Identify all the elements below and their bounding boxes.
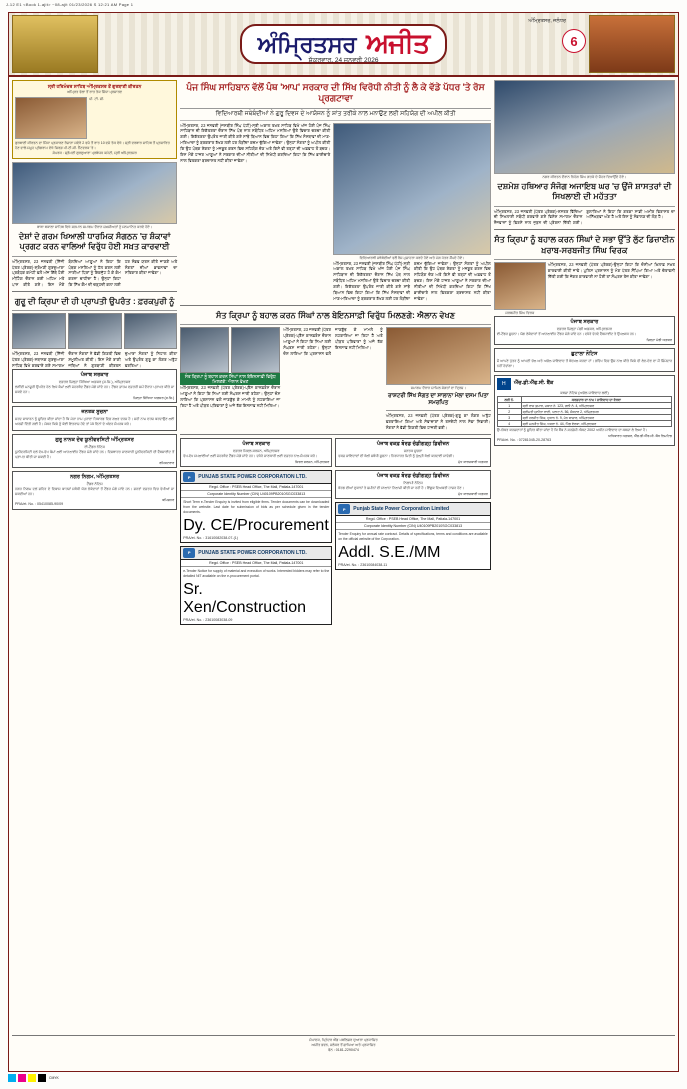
photo-caption-1: ਬਾਬਾ ਬਕਾਲਾ ਸਾਹਿਬ ਵਿਖੇ ਸਨਮਾਨ ਸਮਾਗਮ ਦੌਰਾਨ ਸ਼ਖ਼ਸੀਅਤਾਂ ਨੂੰ ਸਨਮਾਨਿਤ ਕਰਦੇ ਹੋਏ। [37,225,153,230]
body-col3-story2 [548,262,675,316]
body-col2-story2 [180,385,280,409]
body-text: ਅੰਮ੍ਰਿਤਸਰ, 23 ਜਨਵਰੀ (ਜਸਬੀਰ ਸਿੰਘ ਪੱਟੀ)-ਸ੍ਰੀ ਅਕਾਲ ਤਖ਼ਤ ਸਾਹਿਬ ਵਿਖੇ ਅੱਜ ਹੋਈ ਪੰਜ ਸਿੰਘ ਸਾਹਿਬਾਨ ਦੀ ਇਕੱਤਰਤਾ ਦੌਰਾਨ ਸਿੱਖ ਪੰਥ ਨਾਲ ਸਬੰਧਿਤ ਅਹਿਮ ਮਸਲਿਆਂ ਉਤੇ ਵਿਚਾਰ ਚਰਚਾ ਕੀਤੀ ਗਈ। ਇਕੱਤਰਤਾ ਉਪਰੰਤ ਜਾਰੀ ਕੀਤੇ ਗਏ ਸਾਂਝੇ ਬਿਆਨ ਵਿਚ ਕਿਹਾ ਗਿਆ ਕਿ ਸਿੱਖ ਸੰਸਥਾਵਾਂ ਦੀ ਮਾਣ-ਮਰਿਆਦਾ ਨੂੰ ਬਰਕਰਾਰ ਰੱਖਣ ਲਈ ਹਰ ਲੋੜੀਂਦਾ ਕਦਮ ਚੁੱਕਿਆ ਜਾਵੇਗਾ। ਉਨ੍ਹਾਂ ਸੰਗਤਾਂ ਨੂੰ ਅਪੀਲ ਕੀਤੀ ਕਿ ਉਹ ਪੰਥਕ ਏਕਤਾ ਨੂੰ ਮਜ਼ਬੂਤ ਕਰਨ ਵਿਚ ਸਹਿਯੋਗ ਦੇਣ ਅਤੇ ਕਿਸੇ ਵੀ ਤਰ੍ਹਾਂ ਦੀ ਅਫ਼ਵਾਹ ਤੋਂ ਬਚਣ। ਇਸ ਮੌਕੇ ਹਾਜ਼ਰ ਆਗੂਆਂ ਨੇ ਸਰਕਾਰ ਦੀਆਂ ਨੀਤੀਆਂ ਦੀ ਨਿਖੇਧੀ ਕਰਦਿਆਂ ਕਿਹਾ ਕਿ ਸਿੱਖ ਭਾਈਚਾਰੇ ਨਾਲ ਵਿਤਕਰਾ ਬਰਦਾਸ਼ਤ ਨਹੀਂ ਕੀਤਾ ਜਾਵੇਗਾ। [180,122,331,164]
cell-detail: ਸ੍ਰੀਮਤੀ ਸੁਨੀਤਾ ਰਾਣੀ, ਪਲਾਟ ਨੰ. 56, ਸੈਕਟਰ 2, ਅੰਮ੍ਰਿਤਸਰ [521,409,671,415]
color-registration-marks [8,1074,46,1082]
body-text: ਅੰਮ੍ਰਿਤਸਰ, 23 ਜਨਵਰੀ (ਪੱਤਰ ਪ੍ਰੇਰਕ)-ਸ਼ਸਤਰ ਵਿੱਦਿਆ ਦੀ ਸਿਖਲਾਈ ਸਬੰਧੀ ਕਰਵਾਏ ਗਏ ਵਿਸ਼ੇਸ਼ ਸਮਾਗਮ ਦੌਰਾਨ ਨੌਜਵਾਨਾਂ ਨੂੰ ਵਿਰਸੇ ਨਾਲ ਜੁੜਨ ਦੀ ਪ੍ਰੇਰਨਾ ਦਿੱਤੀ ਗਈ। ਬੁਲਾਰਿਆਂ ਨੇ ਕਿਹਾ ਕਿ ਗਤਕਾ ਸਾਡੀ ਅਮੀਰ ਵਿਰਾਸਤ ਦਾ ਅਨਿੱਖੜਵਾਂ ਅੰਗ ਹੈ ਅਤੇ ਇਸ ਨੂੰ ਸੰਭਾਲਣ ਦੀ ਲੋੜ ਹੈ। [493,208,675,226]
ad-regd-office: Regd. Office : PSEB Head Office, The Mall, Patiala-147001 [181,484,331,491]
ad-signature: ਅਧਿਕਾਰਤ ਅਫ਼ਸਰ, ਐੱਚ.ਡੀ.ਐੱਫ.ਸੀ. ਬੈਂਕ ਲਿਮਟਿਡ [607,434,672,439]
ad-body: ਈ-ਟੈਂਡਰ ਸੂਚਨਾ। ਯੋਗ ਠੇਕੇਦਾਰਾਂ ਤੋਂ ਆਨਲਾਈਨ ਟੈਂਡਰ ਮੰਗੇ ਜਾਂਦੇ ਹਨ। ਵਧੇਰੇ ਵੇਰਵੇ ਵੈੱਬਸਾਈਟ ਤੇ ਉਪਲਬਧ ਹਨ। [496,331,637,336]
ad-title: ਪੰਜਾਬ ਵਕਫ਼ ਬੋਰਡ ਚੰਡੀਗੜ੍ਹ ਡਿਵੀਜ਼ਨ [376,473,450,480]
masthead-city: ਅੰਮ੍ਰਿਤਸਰ [257,30,357,57]
color-bar-label: CMYK [49,1076,59,1080]
body-col1-story1 [12,259,177,289]
column-center [180,80,491,1071]
ad-title: ਜਨਤਕ ਸੂਚਨਾ [81,409,108,416]
table-header-sr: ਲੜੀ ਨੰ. [497,397,521,403]
headline-lead: ਪੰਜ ਸਿੰਘ ਸਾਹਿਬਾਨ ਵੱਲੋਂ ਪੰਥ 'ਆਪ' ਸਰਕਾਰ ਦੀ ਸਿੱਖ ਵਿਰੋਧੀ ਨੀਤੀ ਨੂੰ ਲੈ ਕੇ ਵੱਡੇ ਪੱਧਰ 'ਤੇ ਰੋਸ ਪ੍ਰਗਟਾਵਾ [180,80,491,109]
ad-title: Punjab State Power Corporation Limited [353,506,450,513]
ad-signature: ਕਮਿਸ਼ਨਰ [162,497,175,502]
body-lead [180,123,330,164]
ad-note: ਉਪਰੋਕਤ ਕਰਜ਼ਦਾਰਾਂ ਨੂੰ ਸੂਚਿਤ ਕੀਤਾ ਜਾਂਦਾ ਹੈ ਕਿ ਬੈਂਕ ਨੇ ਸਰਫ਼ੇਸੀ ਐਕਟ 2002 ਅਧੀਨ ਜਾਇਦਾਦ ਦਾ ਕਬਜ਼ਾ ਲੈ ਲਿਆ ਹੈ। [496,428,648,433]
ad-title: ਛੁਟਾਲਾ ਨੋਟਿਸ [571,350,598,357]
ad-cin: Corporate Identity Number (CIN) U40109PB2010SGC033813 [336,523,490,530]
headline-col3-story1: ਦਸ਼ਮੇਸ਼ ਹਥਿਆਰ ਸੰਜੋਗ ਅਜਾਇਬ ਘਰ 'ਚ ਉਂਜੋ ਸ਼ਾਸਤਰਾਂ ਦੀ ਸਿਖਲਾਈ ਦੀ ਮਹੱਤਤਾ [494,180,675,207]
ad-body: Tender Enquiry for annual rate contract. Details of specifications, terms and conditions are available on the official website of the Corporation. [338,532,488,542]
ad-pspcl-3 [335,502,491,570]
colophon-address: ਅਜੀਤ ਭਵਨ, ਜਲੰਧਰ ਤੋਂ ਛਾਪਿਆ ਅਤੇ ਪ੍ਰਕਾਸ਼ਿਤ [311,1042,376,1047]
news-photo-langar [386,327,491,385]
ad-public-notice [12,406,177,430]
ad-pr-number: PRA/et. No. : 05410085-90/09 [15,501,64,506]
ad-body: ਮੈਂ ਆਪਣੇ ਪੁੱਤਰ ਨੂੰ ਆਪਣੀ ਚੱਲ ਅਤੇ ਅਚੱਲ ਜਾਇਦਾਦ ਤੋਂ ਬੇਦਖ਼ਲ ਕਰਦਾ ਹਾਂ। ਭਵਿੱਖ ਵਿਚ ਉਸ ਨਾਲ ਕੀਤੇ ਕਿਸੇ ਵੀ ਲੈਣ-ਦੇਣ ਦਾ ਮੈਂ ਜ਼ਿੰਮੇਵਾਰ ਨਹੀਂ ਹੋਵਾਂਗਾ। [496,358,672,368]
possession-table [497,396,672,427]
ad-title: ਪੰਜਾਬ ਸਰਕਾਰ [570,318,599,325]
page-columns [9,77,678,1071]
news-photo-1 [12,162,177,224]
ad-waqf-board-2 [335,470,491,499]
cell-sr: 1 [497,403,521,409]
colophon-phone: ਫੋਨ : 0181-2290474 [328,1047,359,1052]
cell-detail: ਸ੍ਰੀ ਹਰਜੀਤ ਸਿੰਘ, ਦੁਕਾਨ ਨੰ. 9, ਮੇਨ ਬਾਜ਼ਾਰ, ਅੰਮ੍ਰਿਤਸਰ [521,415,671,421]
ad-pr-number: PRA/et. No. : 23610084038-11 [338,563,388,567]
body-col1-story2 [12,351,177,369]
ad-cin: Corporate Identity Number (CIN) U40109PB2010SGC033813 [181,491,331,498]
photo-caption-lead: ਵਿਦਿਆਰਥੀ ਜਥੇਬੰਦੀਆਂ ਵਲੋਂ ਰੋਸ ਮੁਜ਼ਾਹਰਾ ਕਰਦੇ ਹੋਏ ਅਤੇ ਮੰਗ ਪੱਤਰ ਸੌਂਪਦੇ ਹੋਏ। [359,255,465,260]
headline-col3-story2: ਸੰਤ ਕ੍ਰਿਪਾ ਨੂੰ ਬਹਾਲ ਕਰਨ ਸਿੰਘਾਂ ਦੇ ਸਭਾ ਉੱਤੇ ਲੁੱਟ ਡਿਜ਼ਾਈਨ ਖ਼ਰਾਬ-ਸਰਬਜੀਤ ਸਿੰਘ ਵਿਰਕ [494,233,675,260]
ad-pr-number: PRA/et. No. : 07281045-20-28763 [496,438,552,443]
headline-col2-story2: ਸੰਤ ਕ੍ਰਿਪਾ ਨੂੰ ਬਹਾਲ ਕਰਨ ਸਿੰਘਾਂ ਨਾਲ ਬੇਇਨਸਾਫ਼ੀ ਵਿਰੁੱਧ ਮਿਲਣਗੇ: ਐਲਾਨ ਵੇਖਣ [180,309,491,325]
body-text: ਅੰਮ੍ਰਿਤਸਰ, 23 ਜਨਵਰੀ (ਨਿੱਜੀ ਪੱਤਰ ਪ੍ਰੇਰਕ)-ਸਥਾਨਕ ਗੁਰਦੁਆਰਾ ਸਾਹਿਬ ਵਿਖੇ ਕਰਵਾਏ ਗਏ ਸਮਾਗਮ ਦੌਰਾਨ ਸੰਗਤਾਂ ਨੇ ਵੱਡੀ ਗਿਣਤੀ ਵਿਚ ਸ਼ਮੂਲੀਅਤ ਕੀਤੀ। ਇਸ ਮੌਕੇ ਰਾਗੀ ਜਥਿਆਂ ਨੇ ਗੁਰਬਾਣੀ ਕੀਰਤਨ ਦੁਆਰਾ ਸੰਗਤਾਂ ਨੂੰ ਨਿਹਾਲ ਕੀਤਾ ਅਤੇ ਉਪਰੰਤ ਗੁਰੂ ਕਾ ਲੰਗਰ ਅਤੁੱਟ ਵਰਤਿਆ। [12,351,178,369]
ad-signature: ਮੁੱਖ ਕਾਰਜਕਾਰੀ ਅਫ਼ਸਰ [458,492,488,497]
ad-subtitle: ਕਬਜ਼ਾ ਨੋਟਿਸ (ਅਚੱਲ ਜਾਇਦਾਦ ਲਈ) [560,390,609,395]
ad-signature: ਸਿਵਲ ਸਰਜਨ, ਅੰਮ੍ਰਿਤਸਰ [295,460,330,465]
ad-photo [15,97,87,139]
ad-title: ਪੰਜਾਬ ਸਰਕਾਰ [80,372,109,379]
ad-title: ਗੁਰੂ ਨਾਨਕ ਦੇਵ ਯੂਨੀਵਰਸਿਟੀ ਅੰਮ੍ਰਿਤਸਰ [55,436,134,443]
portrait-photo-2 [231,327,280,373]
photo-strip-label: ਸੰਤ ਕ੍ਰਿਪਾ ਨੂੰ ਬਹਾਲ ਕਰਨ ਸਿੰਘਾਂ ਨਾਲ ਬੇਇਨਸਾਫ਼ੀ ਵਿਰੁੱਧ ਮਿਲਣਗੇ: ਐਲਾਨ ਵੇਖਣ [180,373,280,385]
ad-signature: Addl. S.E./MM [338,544,441,561]
masthead-date: ਸ਼ੁੱਕਰਵਾਰ, 24 ਜਨਵਰੀ 2026 [308,57,379,64]
ad-subtitle: ਦਫ਼ਤਰ ਜ਼ਿਲ੍ਹਾ ਮੰਡੀ ਅਫ਼ਸਰ, ਅੰਮ੍ਰਿਤਸਰ [556,326,612,331]
portrait-photo-c [124,313,178,349]
headline-col1-story1: ਦੇਸ਼ਾਂ ਦੇ ਗਰਮ ਖਿਆਲੀ ਧਾਰਮਿਕ ਸੰਗਠਨ 'ਚ ਸ਼ੰਕਾਵਾਂ ਪ੍ਰਗਟ ਕਰਨ ਵਾਲਿਆਂ ਵਿਰੁੱਧ ਹੋਈ ਸਖ਼ਤ ਕਾਰਵਾਈ [12,230,177,257]
photo-caption-2: ਸਮਾਗਮ ਦੌਰਾਨ ਸ਼ਾਮਿਲ ਸੰਗਤਾਂ ਦਾ ਦ੍ਰਿਸ਼। [410,386,466,391]
body-col2-story2b [283,327,383,357]
ad-title: ਐੱਚ.ਡੀ.ਐੱਫ.ਸੀ. ਬੈਂਕ [513,380,554,387]
ad-body: ਬੋਰਡ ਦੀਆਂ ਦੁਕਾਨਾਂ ਤੇ ਜ਼ਮੀਨਾਂ ਦੀ ਸਾਲਾਨਾ ਨਿਲਾਮੀ ਕੀਤੀ ਜਾ ਰਹੀ ਹੈ। ਇੱਛੁਕ ਵਿਅਕਤੀ ਹਾਜ਼ਰ ਹੋਣ। [338,486,464,491]
ad-title: ਪੰਜਾਬ ਵਕਫ਼ ਬੋਰਡ ਚੰਡੀਗੜ੍ਹ ਡਿਵੀਜ਼ਨ [376,440,450,447]
photo-caption-top: ਨਗਰ ਕੀਰਤਨ ਦੌਰਾਨ ਨਿਹੰਗ ਸਿੰਘ ਗਤਕੇ ਦੇ ਜੌਹਰ ਦਿਖਾਉਂਦੇ ਹੋਏ। [542,175,627,179]
portrait-photo-a [12,313,66,349]
body-text: ਅੰਮ੍ਰਿਤਸਰ, 23 ਜਨਵਰੀ (ਪੱਤਰ ਪ੍ਰੇਰਕ)-ਪ੍ਰੈਸ ਕਾਨਫ਼ਰੰਸ ਦੌਰਾਨ ਆਗੂਆਂ ਨੇ ਕਿਹਾ ਕਿ ਨਿਆਂ ਲਈ ਸੰਘਰਸ਼ ਜਾਰੀ ਰਹੇਗਾ। ਉਨ੍ਹਾਂ ਦੋਸ਼ ਲਾਇਆ ਕਿ ਪ੍ਰਸ਼ਾਸਨ ਵਲੋਂ ਜਾਣਬੁੱਝ ਕੇ ਮਾਮਲੇ ਨੂੰ ਲਟਕਾਇਆ ਜਾ ਰਿਹਾ ਹੈ ਅਤੇ ਪੀੜਤ ਪਰਿਵਾਰਾਂ ਨੂੰ ਅਜੇ ਤੱਕ ਇਨਸਾਫ਼ ਨਹੀਂ ਮਿਲਿਆ। [283,327,383,356]
ad-pspcl-1 [180,470,332,543]
divider [12,291,177,292]
ad-signature: ਮੁੱਖ ਕਾਰਜਕਾਰੀ ਅਫ਼ਸਰ [458,460,488,465]
ad-waqf-board-1 [335,438,491,467]
divider [180,305,491,306]
body-text: ਅੰਮ੍ਰਿਤਸਰ, 23 ਜਨਵਰੀ (ਪੱਤਰ ਪ੍ਰੇਰਕ)-ਉਨ੍ਹਾਂ ਕਿਹਾ ਕਿ ਦੋਸ਼ੀਆਂ ਖ਼ਿਲਾਫ਼ ਸਖ਼ਤ ਕਾਰਵਾਈ ਕੀਤੀ ਜਾਵੇ। ਪੁਲਿਸ ਪ੍ਰਸ਼ਾਸਨ ਨੂੰ ਮੰਗ ਪੱਤਰ ਸੌਂਪਿਆ ਗਿਆ ਅਤੇ ਚੇਤਾਵਨੀ ਦਿੱਤੀ ਗਈ ਕਿ ਜੇਕਰ ਕਾਰਵਾਈ ਨਾ ਹੋਈ ਤਾਂ ਸੰਘਰਸ਼ ਤੇਜ਼ ਕੀਤਾ ਜਾਵੇਗਾ। [547,261,675,279]
ad-title: ਪੰਜਾਬ ਸਰਕਾਰ [242,440,271,447]
table-header-detail: ਕਰਜ਼ਦਾਰ ਦਾ ਨਾਮ / ਜਾਇਦਾਦ ਦਾ ਵੇਰਵਾ [521,397,671,403]
golden-temple-photo [12,15,98,73]
pspcl-logo-icon: P [183,548,195,558]
column-left [12,80,177,1071]
portrait-photo-1 [180,327,229,373]
paper-sheet [8,12,679,1072]
ad-body: ਲੋੜੀਂਦੀ ਮਨਜ਼ੂਰੀ ਉਪਰੰਤ ਹੇਠ ਲਿਖੇ ਕੰਮਾਂ ਲਈ ਮੋਹਰਬੰਦ ਟੈਂਡਰ ਮੰਗੇ ਜਾਂਦੇ ਹਨ। ਟੈਂਡਰ ਫ਼ਾਰਮ ਦਫ਼ਤਰੀ ਸਮੇਂ ਦੌਰਾਨ ਪ੍ਰਾਪਤ ਕੀਤੇ ਜਾ ਸਕਦੇ ਹਨ। [15,385,175,395]
masthead-edition-tag: ਅੰਮ੍ਰਿਤਸਰ, ਜਲੰਧਰ [528,18,566,24]
divider [494,229,675,230]
ad-footer: ਸੰਪਰਕ : ਸ਼੍ਰੋਮਣੀ ਗੁਰਦੁਆਰਾ ਪ੍ਰਬੰਧਕ ਕਮੇਟੀ, ਸ੍ਰੀ ਅੰਮ੍ਰਿਤਸਰ [52,151,137,156]
ad-disownment-notice [494,348,675,372]
ad-body: ਵੱਖ-ਵੱਖ ਸਪਲਾਈਆਂ ਲਈ ਮੋਹਰਬੰਦ ਟੈਂਡਰ ਮੰਗੇ ਜਾਂਦੇ ਹਨ। ਵਧੇਰੇ ਜਾਣਕਾਰੀ ਲਈ ਦਫ਼ਤਰ ਨਾਲ ਸੰਪਰਕ ਕਰੋ। [183,453,318,458]
colophon [12,1035,675,1053]
cell-detail: ਸ੍ਰੀ ਰਾਜ ਕੁਮਾਰ, ਮਕਾਨ ਨੰ. 123, ਗਲੀ ਨੰ. 4, ਅੰਮ੍ਰਿਤਸਰ [521,403,671,409]
ad-regd-office: Regd. Office : PSEB Head Office, The Mall, Patiala-147001 [336,516,490,523]
photo-caption-virk: ਸਰਬਜੀਤ ਸਿੰਘ ਵਿਰਕ [505,310,535,315]
masthead-title-group [105,13,582,75]
ad-regd-office: Regd. Office : PSEB Head Office, The Mall, Patiala-147001 [181,560,331,567]
ad-mandi-board [494,316,675,345]
ad-title: PUNJAB STATE POWER CORPORATION LTD. [198,474,307,481]
print-slug: J-12 E1 <Book 1-ajit> ~08-ajit 01/23/2026 S 12:21 AM Page 1 [6,2,134,7]
news-photo-lead [333,123,491,255]
body-col3-story1 [494,209,675,227]
ad-municipal-tender [12,471,177,510]
body-text: ਅੰਮ੍ਰਿਤਸਰ, 23 ਜਨਵਰੀ (ਪੱਤਰ ਪ੍ਰੇਰਕ)-ਗੁਰੂ ਕਾ ਲੰਗਰ ਅਤੁੱਟ ਵਰਤਾਇਆ ਗਿਆ ਅਤੇ ਸੇਵਾਦਾਰਾਂ ਨੇ ਤਨਦੇਹੀ ਨਾਲ ਸੇਵਾ ਨਿਭਾਈ। ਸੰਗਤਾਂ ਨੇ ਵੱਡੀ ਗਿਣਤੀ ਵਿਚ ਹਾਜ਼ਰੀ ਭਰੀ। [385,413,491,431]
hdfc-logo-icon: H [497,378,511,390]
ad-subtitle: ਦਫ਼ਤਰ ਜ਼ਿਲ੍ਹਾ ਸਿੱਖਿਆ ਅਫ਼ਸਰ (ਸ.ਸਿ.), ਅੰਮ੍ਰਿਤਸਰ [58,380,131,385]
ad-signature: ਜ਼ਿਲ੍ਹਾ ਸਿੱਖਿਆ ਅਫ਼ਸਰ (ਸ.ਸਿ.) [133,396,175,401]
ad-ptc-kirtan [12,80,177,159]
pspcl-logo-icon: P [183,472,195,482]
ad-pr-number: PRA/et. No. : 31610082038-07-(1) [183,535,238,540]
ad-title: ਨਗਰ ਨਿਗਮ, ਅੰਮ੍ਰਿਤਸਰ [70,473,120,480]
portrait-photo-virk [494,262,546,310]
ad-pspcl-2 [180,546,332,625]
column-right [494,80,675,1071]
ad-title: ਸ੍ਰੀ ਹਰਿਮੰਦਰ ਸਾਹਿਬ ਅੰਮ੍ਰਿਤਸਰ ਤੋਂ ਗੁਰਬਾਣੀ ਕੀਰਤਨ [47,84,142,89]
masthead-title: ਅਜੀਤ [366,28,430,58]
ad-gndu-tender [12,434,177,468]
ad-body: e-Tender Notice for supply of material and execution of works. Interested bidders may refer to the detailed NIT available on the e-procurement portal. [183,568,330,578]
table-row [497,421,671,427]
subhead-lead: ਵਿਦਿਆਰਥੀ ਜਥੇਬੰਦੀਆਂ ਨੇ ਗੁਰੂ ਦਿਵਸ ਦੇ ਆਯੋਜਨ ਨੂੰ ਸ਼ਾਂਤ ਤਰੀਕੇ ਨਾਲ ਮਨਾਉਣ ਲਈ ਸਹਿਯੋਗ ਦੀ ਅਪੀਲ ਕੀਤੀ [180,111,491,121]
ad-body: Short Term e-Tender Enquiry is invited from eligible firms. Tender documents can be downloaded from the website. Last date for submission of bids as per schedule given in the tender documents. [183,500,330,514]
news-photo-nagar-kirtan [494,80,675,174]
cell-sr: 2 [497,409,521,415]
pspcl-logo-icon: P [338,504,350,514]
temple-photo-right [589,15,675,73]
ad-body: ਗੁਰਬਾਣੀ ਕੀਰਤਨ ਦਾ ਸਿੱਧਾ ਪ੍ਰਸਾਰਣ ਰੋਜ਼ਾਨਾ ਸਵੇਰੇ 2 ਵਜੇ ਤੋਂ ਰਾਤ 10 ਵਜੇ ਤੱਕ ਵੇਖੋ। ਸ੍ਰੀ ਦਰਬਾਰ ਸਾਹਿਬ ਤੋਂ ਪ੍ਰਸਾਰਿਤ ਹੋਣ ਵਾਲੇ ਸਮੂਹ ਪ੍ਰੋਗਰਾਮ ਦੇਖੋ ਸਿਰਫ਼ ਪੀ.ਟੀ.ਸੀ. ਨੈੱਟਵਰਕ 'ਤੇ। [15,141,170,151]
ad-body: ਸਰਵ ਸਾਧਾਰਨ ਨੂੰ ਸੂਚਿਤ ਕੀਤਾ ਜਾਂਦਾ ਹੈ ਕਿ ਮੇਰਾ ਨਾਮ ਪੁਰਾਣਾ ਰਿਕਾਰਡ ਵਿਚ ਗਲਤ ਦਰਜ ਹੈ। ਸਹੀ ਨਾਮ ਦਰਜ ਕਰਵਾਉਣ ਲਈ ਅਰਜ਼ੀ ਦਿੱਤੀ ਗਈ ਹੈ। ਜੇਕਰ ਕਿਸੇ ਨੂੰ ਕੋਈ ਇਤਰਾਜ਼ ਹੋਵੇ ਤਾਂ 15 ਦਿਨਾਂ ਦੇ ਅੰਦਰ ਸੰਪਰਕ ਕਰੇ। [15,417,175,427]
ad-signature: ਰਜਿਸਟਰਾਰ [159,460,175,465]
ad-hdfc-possession-notice [494,375,675,446]
ad-title: PUNJAB STATE POWER CORPORATION LTD. [198,549,307,556]
ad-subtitle: ਈ-ਟੈਂਡਰ ਨੋਟਿਸ [84,444,105,449]
body-text: ਅੰਮ੍ਰਿਤਸਰ, 23 ਜਨਵਰੀ (ਪੱਤਰ ਪ੍ਰੇਰਕ)-ਪ੍ਰੈਸ ਕਾਨਫ਼ਰੰਸ ਦੌਰਾਨ ਆਗੂਆਂ ਨੇ ਕਿਹਾ ਕਿ ਨਿਆਂ ਲਈ ਸੰਘਰਸ਼ ਜਾਰੀ ਰਹੇਗਾ। ਉਨ੍ਹਾਂ ਦੋਸ਼ ਲਾਇਆ ਕਿ ਪ੍ਰਸ਼ਾਸਨ ਵਲੋਂ ਜਾਣਬੁੱਝ ਕੇ ਮਾਮਲੇ ਨੂੰ ਲਟਕਾਇਆ ਜਾ ਰਿਹਾ ਹੈ ਅਤੇ ਪੀੜਤ ਪਰਿਵਾਰਾਂ ਨੂੰ ਅਜੇ ਤੱਕ ਇਨਸਾਫ਼ ਨਹੀਂ ਮਿਲਿਆ। [180,385,281,408]
body-text: ਅੰਮ੍ਰਿਤਸਰ, 23 ਜਨਵਰੀ (ਨਿੱਜੀ ਪੱਤਰ ਪ੍ਰੇਰਕ)-ਸ਼੍ਰੋਮਣੀ ਗੁਰਦੁਆਰਾ ਪ੍ਰਬੰਧਕ ਕਮੇਟੀ ਵਲੋਂ ਅੱਜ ਇੱਥੇ ਹੋਈ ਮੀਟਿੰਗ ਦੌਰਾਨ ਕਈ ਅਹਿਮ ਮਤੇ ਪਾਸ ਕੀਤੇ ਗਏ। ਇਸ ਮੌਕੇ ਬੋਲਦਿਆਂ ਆਗੂਆਂ ਨੇ ਕਿਹਾ ਕਿ ਪੰਥਕ ਮਸਲਿਆਂ ਨੂੰ ਹੱਲ ਕਰਨ ਲਈ ਸਾਰੀਆਂ ਧਿਰਾਂ ਨੂੰ ਇਕਜੁੱਟ ਹੋ ਕੇ ਕੰਮ ਕਰਨਾ ਚਾਹੀਦਾ ਹੈ। ਉਨ੍ਹਾਂ ਕਿਹਾ ਕਿ ਸਿੱਖ ਕੌਮ ਦੀ ਚੜ੍ਹਦੀ ਕਲਾ ਲਈ ਹਰ ਸੰਭਵ ਯਤਨ ਕੀਤੇ ਜਾਣਗੇ ਅਤੇ ਸੰਗਤਾਂ ਦੀਆਂ ਭਾਵਨਾਵਾਂ ਦਾ ਸਤਿਕਾਰ ਕੀਤਾ ਜਾਵੇਗਾ। [12,258,178,288]
ad-body: ਨਗਰ ਨਿਗਮ ਵਲੋਂ ਸ਼ਹਿਰ ਦੇ ਵਿਕਾਸ ਕਾਰਜਾਂ ਸਬੰਧੀ ਯੋਗ ਠੇਕੇਦਾਰਾਂ ਤੋਂ ਟੈਂਡਰ ਮੰਗੇ ਜਾਂਦੇ ਹਨ। ਸ਼ਰਤਾਂ ਦਫ਼ਤਰ ਵਿਚ ਵੇਖੀਆਂ ਜਾ ਸਕਦੀਆਂ ਹਨ। [15,486,175,496]
body-text: ਅੰਮ੍ਰਿਤਸਰ, 23 ਜਨਵਰੀ (ਜਸਬੀਰ ਸਿੰਘ ਪੱਟੀ)-ਸ੍ਰੀ ਅਕਾਲ ਤਖ਼ਤ ਸਾਹਿਬ ਵਿਖੇ ਅੱਜ ਹੋਈ ਪੰਜ ਸਿੰਘ ਸਾਹਿਬਾਨ ਦੀ ਇਕੱਤਰਤਾ ਦੌਰਾਨ ਸਿੱਖ ਪੰਥ ਨਾਲ ਸਬੰਧਿਤ ਅਹਿਮ ਮਸਲਿਆਂ ਉਤੇ ਵਿਚਾਰ ਚਰਚਾ ਕੀਤੀ ਗਈ। ਇਕੱਤਰਤਾ ਉਪਰੰਤ ਜਾਰੀ ਕੀਤੇ ਗਏ ਸਾਂਝੇ ਬਿਆਨ ਵਿਚ ਕਿਹਾ ਗਿਆ ਕਿ ਸਿੱਖ ਸੰਸਥਾਵਾਂ ਦੀ ਮਾਣ-ਮਰਿਆਦਾ ਨੂੰ ਬਰਕਰਾਰ ਰੱਖਣ ਲਈ ਹਰ ਲੋੜੀਂਦਾ ਕਦਮ ਚੁੱਕਿਆ ਜਾਵੇਗਾ। ਉਨ੍ਹਾਂ ਸੰਗਤਾਂ ਨੂੰ ਅਪੀਲ ਕੀਤੀ ਕਿ ਉਹ ਪੰਥਕ ਏਕਤਾ ਨੂੰ ਮਜ਼ਬੂਤ ਕਰਨ ਵਿਚ ਸਹਿਯੋਗ ਦੇਣ ਅਤੇ ਕਿਸੇ ਵੀ ਤਰ੍ਹਾਂ ਦੀ ਅਫ਼ਵਾਹ ਤੋਂ ਬਚਣ। ਇਸ ਮੌਕੇ ਹਾਜ਼ਰ ਆਗੂਆਂ ਨੇ ਸਰਕਾਰ ਦੀਆਂ ਨੀਤੀਆਂ ਦੀ ਨਿਖੇਧੀ ਕਰਦਿਆਂ ਕਿਹਾ ਕਿ ਸਿੱਖ ਭਾਈਚਾਰੇ ਨਾਲ ਵਿਤਕਰਾ ਬਰਦਾਸ਼ਤ ਨਹੀਂ ਕੀਤਾ ਜਾਵੇਗਾ। [333,260,491,302]
masthead [9,13,678,77]
divider [180,434,491,435]
ad-channel: ਪੀ. ਟੀ. ਸੀ. [89,97,105,102]
ad-subtitle: ਨਿਲਾਮੀ ਨੋਟਿਸ [403,481,423,486]
body-col2-story3 [386,413,491,431]
registration-bar [8,1071,679,1085]
body-lead-cont [333,261,491,302]
colophon-publisher: ਸੰਪਾਦਕ, ਪ੍ਰਿੰਟਰ ਐਂਡ ਪਬਲਿਸ਼ਰ ਦੁਆਰਾ ਪ੍ਰਕਾਸ਼ਿਤ [309,1037,378,1042]
ad-signature: Sr. Xen/Construction [183,580,306,616]
headline-col1-story2: ਗੁਰੂ ਦੀ ਕ੍ਰਿਪਾ ਦੀ ਹੀ ਪ੍ਰਾਪਤੀ ਉਪਰੰਤ : ਫ਼ਰਕਪੁਰੀ ਨੂੰ [12,295,177,311]
ad-subtitle: ਟੈਂਡਰ ਨੋਟਿਸ [86,481,103,486]
ad-subtitle: ਜਨਤਕ ਸੂਚਨਾ [403,448,423,453]
ad-body: ਯੂਨੀਵਰਸਿਟੀ ਵਲੋਂ ਵੱਖ-ਵੱਖ ਕੰਮਾਂ ਲਈ ਆਨਲਾਈਨ ਟੈਂਡਰ ਮੰਗੇ ਜਾਂਦੇ ਹਨ। ਵਿਸਥਾਰਤ ਜਾਣਕਾਰੀ ਯੂਨੀਵਰਸਿਟੀ ਦੀ ਵੈੱਬਸਾਈਟ ਤੋਂ ਪ੍ਰਾਪਤ ਕੀਤੀ ਜਾ ਸਕਦੀ ਹੈ। [15,449,175,459]
page-number-badge: 6 [562,29,586,53]
ad-subtitle: ਅੰਮ੍ਰਿਤ ਵੇਲਾ ਤੋਂ ਰਾਤ ਤੱਕ ਸਿੱਧਾ ਪ੍ਰਸਾਰਣ [67,90,123,94]
ad-civil-surgeon [180,438,332,467]
cell-sr: 3 [497,415,521,421]
ad-signature: Dy. CE/Procurement [183,516,329,534]
ad-subtitle: ਦਫ਼ਤਰ ਸਿਵਲ ਸਰਜਨ, ਅੰਮ੍ਰਿਤਸਰ [233,448,280,453]
ad-body: ਵਕਫ਼ ਜਾਇਦਾਦਾਂ ਦੀ ਬੋਲੀ ਸਬੰਧੀ ਸੂਚਨਾ। ਨਿਰਧਾਰਤ ਮਿਤੀ ਨੂੰ ਖੁੱਲ੍ਹੀ ਬੋਲੀ ਕਰਵਾਈ ਜਾਵੇਗੀ। [338,453,455,458]
cell-sr: 4 [497,421,521,427]
portrait-photo-b [68,313,122,349]
cell-detail: ਸ੍ਰੀ ਮਨਜੀਤ ਸਿੰਘ, ਖਸਰਾ ਨੰ. 44, ਪਿੰਡ ਵੇਰਕਾ, ਅੰਮ੍ਰਿਤਸਰ [521,421,671,427]
ad-signature: ਜ਼ਿਲ੍ਹਾ ਮੰਡੀ ਅਫ਼ਸਰ [646,337,672,342]
ad-pr-number: PRA/et. No. : 23610083038-09 [183,617,233,622]
headline-col2-story3: ਰਾਸ਼ਟਰੀ ਸਿੱਖ ਸੰਗਤ ਦਾ ਸਾਲਾਨਾ ਮੇਲਾ ਦਸਮ ਪਿਤਾ ਸਮਰਪਿਤ [386,391,491,411]
ad-govt-education [12,369,177,403]
